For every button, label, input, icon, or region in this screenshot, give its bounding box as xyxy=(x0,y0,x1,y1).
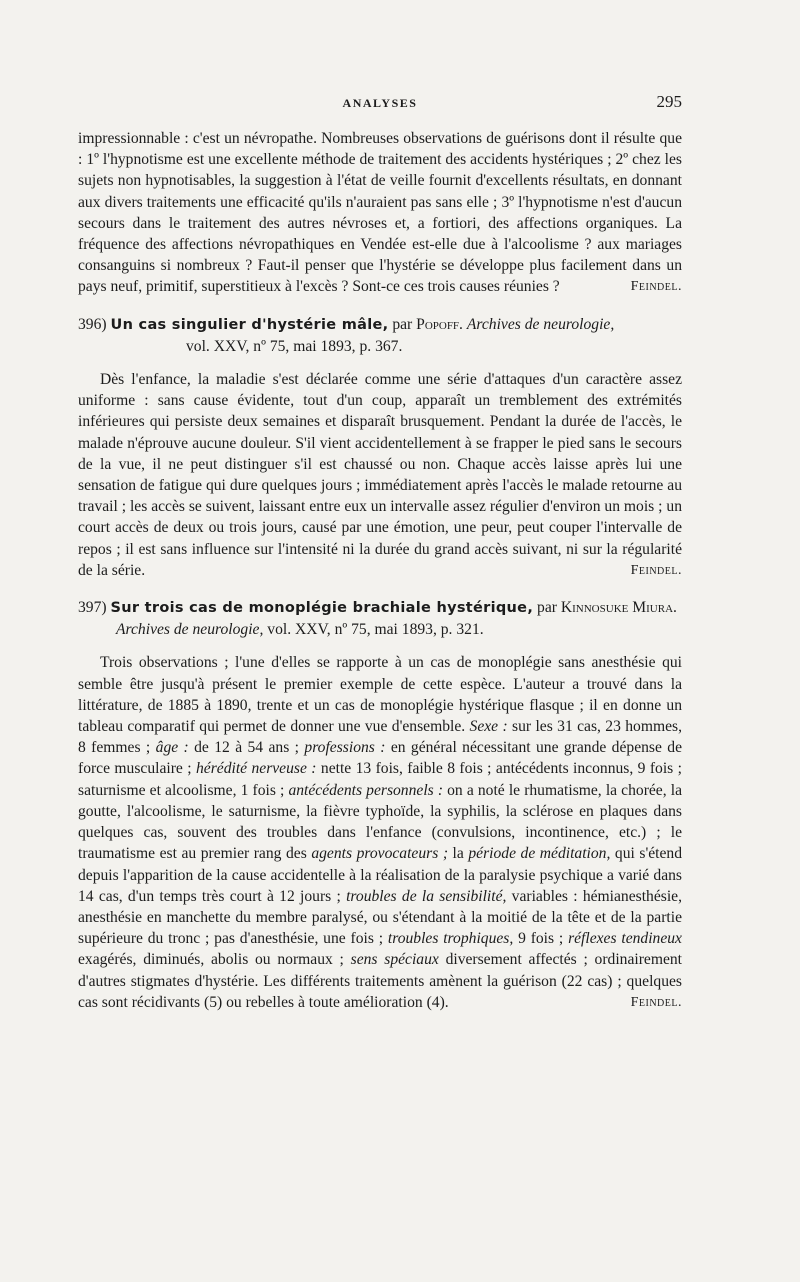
entry-396-reference-line xyxy=(78,336,682,357)
entry-397-body-12: diversement affectés ; ordinairement d'autres stigmates d'hystérie. Les différents traitements amènent la guérison (22 cas) ; quelques cas sont récidivants (5) ou rebelles à toute amélioration (4). xyxy=(78,951,683,1011)
page-number: 295 xyxy=(656,92,682,111)
entry-396-journal: Archives de neurologie, xyxy=(466,315,615,333)
entry-397-body-9: variables : hémianesthésie, anesthésie en manchette du membre paralysé, ou s'étendant à la moitié de la tête et de la partie supérieure du tronc ; pas d'anesthésie, une fois ; xyxy=(78,887,682,948)
entry-397-ref: vol. XXV, nº 75, mai 1893, p. 321. xyxy=(267,621,484,639)
entry-397-journal: Archives de neurologie, xyxy=(116,621,264,639)
page-content xyxy=(78,128,682,1013)
keyword-antecedents: antécédents personnels : xyxy=(288,781,444,799)
continuation-text: impressionnable : c'est un névropathe. Nombreuses observations de guérisons dont il résulte que : 1º l'hypnotisme est une excellente méthode de traitement des accidents hystériques ; 2º chez les sujets non hypnotisables, la suggestion à l'état de veille fournit d'excellents résultats, en donnant aux divers traitements une efficacité qu'ils n'auraient pas sans elle ; 3º l'hypnotisme n'est d'aucun secours dans le traitement des autres névroses et, a fortiori, des affections organiques. La fréquence des affections névropathiques en Vendée est-elle due à l'alcoolisme ? aux mariages consanguins si nombreux ? Faut-il penser que l'hystérie se développe plus facilement dans un pays neuf, primitif, superstitieux à l'excès ? Sont-ce ces trois causes réunies ? xyxy=(78,130,682,296)
entry-396-by: par xyxy=(392,315,413,333)
entry-397-by: par xyxy=(537,599,557,617)
keyword-agents: agents provocateurs ; xyxy=(311,845,449,863)
continuation-paragraph xyxy=(78,128,682,298)
entry-397-body-4: en général nécessitant une grande dépense de force musculaire ; xyxy=(78,739,683,778)
entry-396-number: 396) xyxy=(78,315,107,333)
page-header xyxy=(78,92,682,116)
entry-397-body-2: sur les 31 cas, 23 hommes, 8 femmes ; xyxy=(78,718,682,757)
entry-397-body-paragraph xyxy=(78,652,682,1012)
entry-396-body-paragraph xyxy=(78,369,682,581)
entry-397-body-1: Trois observations ; l'une d'elles se rapporte à un cas de monoplégie sans anesthésie qui semble être jusqu'à présent le premier exemple de cette espèce. L'auteur a trouvé dans la littérature, de 1885 à 1890, trente et un cas de monoplégie hystérique flasque ; il en donne un tableau comparatif qui permet de donner une vue d'ensemble. xyxy=(78,654,682,736)
keyword-sexe: Sexe : xyxy=(469,718,508,736)
signature-feindel-1: Feindel. xyxy=(630,279,682,295)
keyword-heredite: hérédité nerveuse : xyxy=(195,760,317,778)
entry-397-heading xyxy=(78,597,682,640)
entry-397-title: Sur trois cas de monoplégie brachiale hystérique, xyxy=(110,600,534,617)
entry-397-body-5: nette 13 fois, faible 8 fois ; antécédents inconnus, 9 fois ; saturnisme et alcoolisme, 1 fois ; xyxy=(78,760,682,799)
entry-397-body-11: exagérés, diminués, abolis ou normaux ; xyxy=(78,951,344,969)
keyword-reflexes: réflexes tendineux xyxy=(568,930,682,948)
entry-397-body-10: 9 fois ; xyxy=(513,930,564,948)
entry-397-author: Kinnosuke Miura. xyxy=(560,599,677,617)
signature-feindel-3: Feindel. xyxy=(630,994,682,1010)
entry-397-body-3: de 12 à 54 ans ; xyxy=(188,739,299,757)
entry-396-heading xyxy=(78,314,682,357)
running-head: ANALYSES xyxy=(342,96,418,110)
entry-397-reference-line xyxy=(78,619,682,640)
entry-396-title: Un cas singulier d'hystérie mâle, xyxy=(110,316,389,333)
entry-397-body-7: la xyxy=(448,845,464,863)
keyword-periode: période de méditation, xyxy=(468,845,611,863)
keyword-sens-speciaux: sens spéciaux xyxy=(350,951,439,969)
keyword-troubles-sensibilite: troubles de la sensibilité, xyxy=(346,887,507,905)
entry-397-number: 397) xyxy=(78,599,107,617)
entry-396-body: Dès l'enfance, la maladie s'est déclarée comme une série d'attaques d'un caractère assez uniforme : sans cause évidente, tout d'un coup, apparaît un tremblement des extrémités inférieures qui persiste deux semaines et disparaît brusquement. Pendant la durée de l'accès, le malade n'éprouve aucune douleur. S'il vient accidentellement à se frapper le pied sans le secours de la vue, il ne peut distinguer s'il est chaussé ou non. Chaque accès laisse après lui une sensation de fatigue qui dure quelques jours ; immédiatement après l'accès le malade retourne au travail ; les accès se suivent, laissant entre eux un intervalle assez régulier d'environ un mois ; un court accès de deux ou trois jours, causé par une émotion, une peur, peut couper l'intervalle de repos ; il est sans influence sur l'intensité ni la durée du grand accès suivant, ni sur la régularité de la série. xyxy=(78,371,682,579)
entry-397-body-8: qui s'étend depuis l'apparition de la cause accidentelle à la réalisation de la paralysie psychique a varié dans 14 cas, d'un temps très court à 12 jours ; xyxy=(78,845,683,905)
keyword-troubles-trophiques: troubles trophiques, xyxy=(387,930,514,948)
entry-396-author: Popoff. xyxy=(416,315,463,333)
signature-feindel-2: Feindel. xyxy=(630,562,682,578)
keyword-age: âge : xyxy=(155,739,189,757)
entry-397-body-6: on a noté le rhumatisme, la chorée, la goutte, l'alcoolisme, le saturnisme, la fièvre typhoïde, la syphilis, la sclérose en plaques dans quelques cas, souvent des troubles dans l'enfance (convulsions, incontinence, etc.) ; le traumatisme est au premier rang des xyxy=(78,781,682,863)
entry-396-ref: vol. XXV, nº 75, mai 1893, p. 367. xyxy=(186,337,403,355)
keyword-professions: professions : xyxy=(304,739,386,757)
